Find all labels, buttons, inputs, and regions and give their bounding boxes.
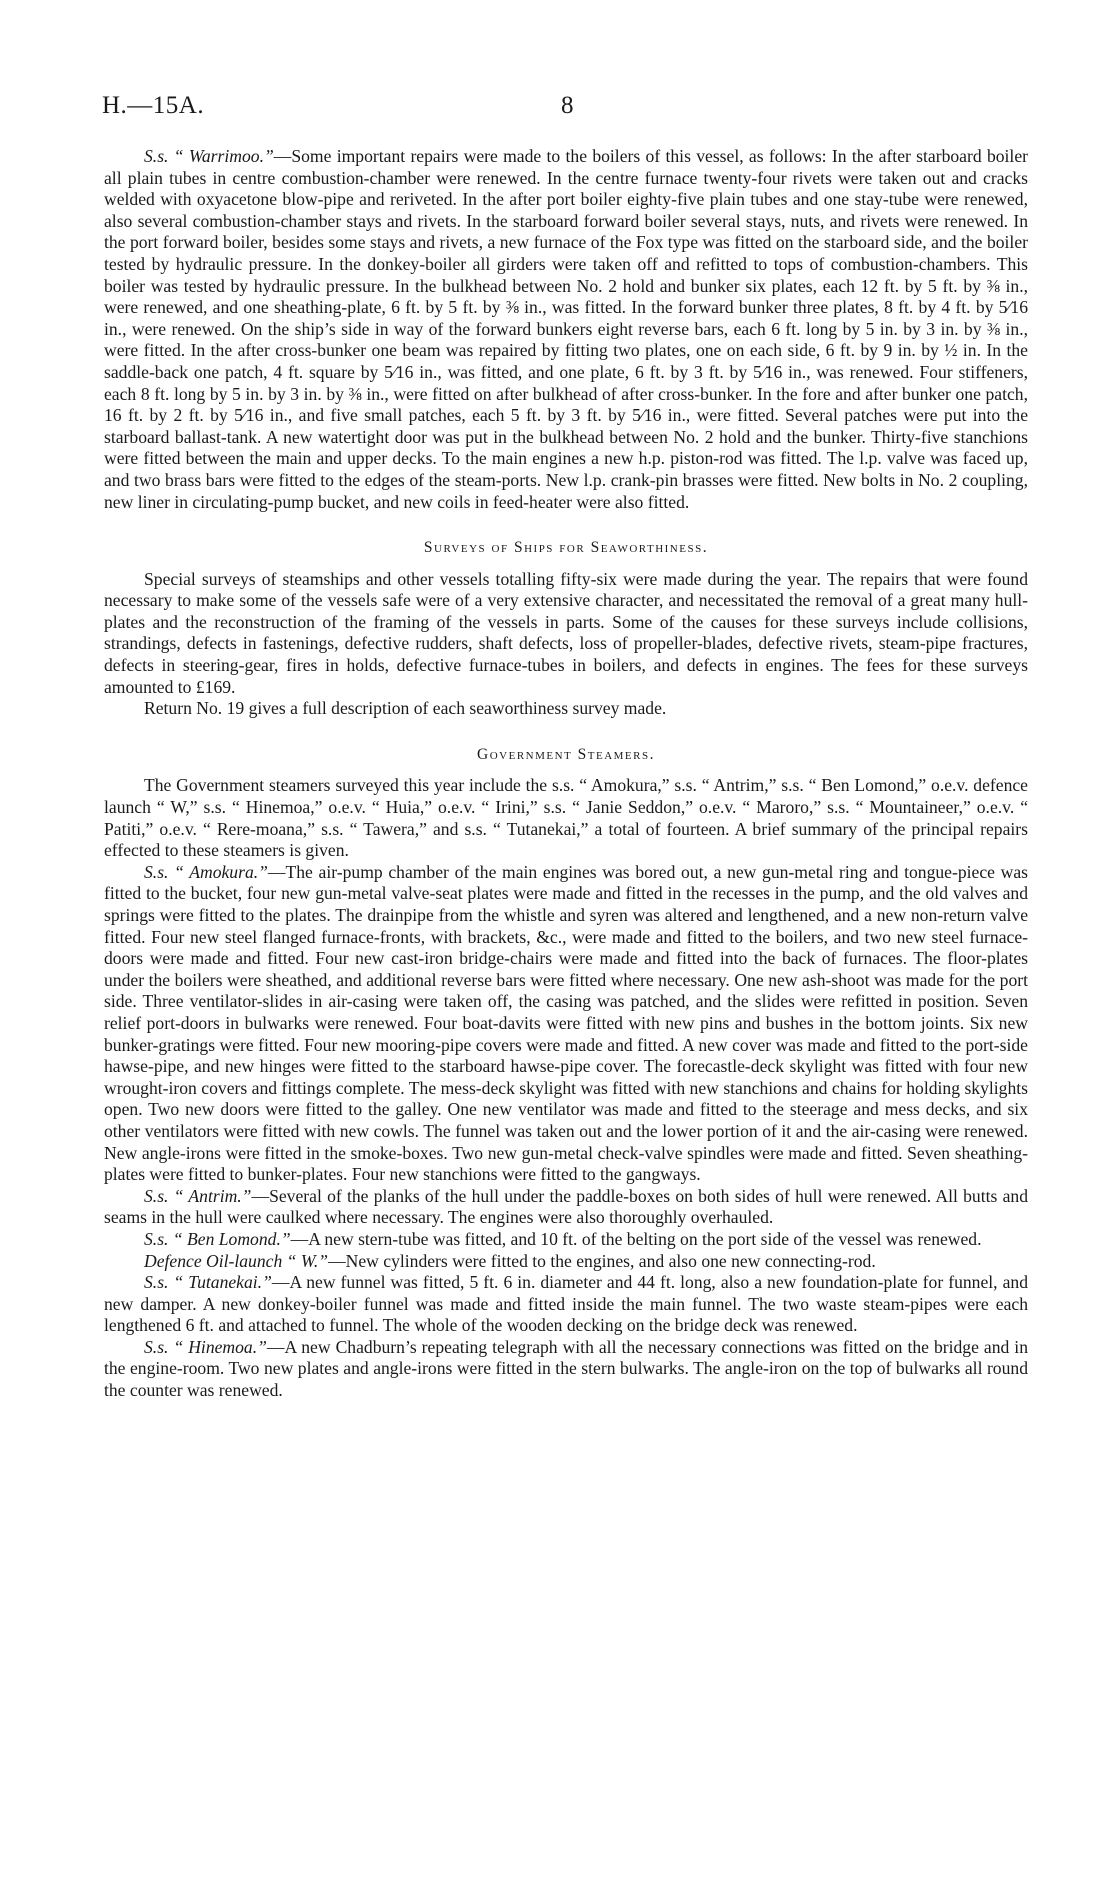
paragraph-tutanekai: [104, 1272, 1028, 1337]
vessel-name: S.s. “ Ben Lomond.”: [144, 1228, 291, 1249]
section-heading-surveys: Surveys of Ships for Seaworthiness.: [423, 539, 709, 557]
paragraph-surveys: Special surveys of steamships and other vessels totalling fifty-six were made during the year. The repairs that were found necessary to make some of the vessels safe were of a very extensive character, and necessitated the removal of a great many hull-plates and the reconstruction of the framing of the vessels in parts. Some of the causes for these surveys include collisions, strandings, defects in fastenings, defective rudders, shaft defects, loss of propeller-blades, defective rivets, steam-pipe fractures, defects in steering-gear, fires in holds, defective furnace-tubes in boilers, and defects in engines. The fees for these surveys amounted to £169.: [104, 568, 1028, 697]
vessel-name: S.s. “ Hinemoa.”: [144, 1336, 267, 1357]
vessel-name: S.s. “ Warrimoo.”: [144, 146, 274, 166]
paragraph-text: —A new Chadburn’s repeating telegraph with all the necessary connections was fitted on the bridge and in the engine-room. Two new plates and angle-irons were fitted in the stern bulwarks. The angle-iron on the top of bulwarks all round the counter was renewed.: [104, 1336, 1028, 1401]
paragraph-text: —A new funnel was fitted, 5 ft. 6 in. diameter and 44 ft. long, also a new foundation-plate for funnel, and new damper. A new donkey-boiler funnel was made and fitted inside the main funnel. The two waste steam-pipes were each lengthened 6 ft. and attached to funnel. The whole of the wooden decking on the bridge deck was renewed.: [104, 1272, 1028, 1336]
paragraph-defence-launch: [104, 1251, 1028, 1273]
section-heading-government-steamers: Government Steamers.: [477, 745, 655, 763]
paragraph-return: Return No. 19 gives a full description of each seaworthiness survey made.: [144, 698, 667, 719]
vessel-name: Defence Oil-launch “ W.”: [144, 1250, 329, 1271]
running-head: [102, 92, 1012, 126]
paragraph-text: —Several of the planks of the hull under the paddle-boxes on both sides of hull were renewed. All butts and seams in the hull were caulked where necessary. The engines were also thoroughly overhauled.: [104, 1185, 1029, 1228]
paragraph-text: —New cylinders were fitted to the engines, and also one new connecting-rod.: [328, 1250, 876, 1271]
document-body: [104, 146, 1028, 1402]
paragraph-warrimoo: [104, 146, 1028, 513]
paragraph-ben-lomond: [104, 1229, 1028, 1251]
paragraph-amokura: [104, 862, 1028, 1186]
vessel-name: S.s. “ Antrim.”: [144, 1185, 252, 1206]
paragraph-text: —A new stern-tube was fitted, and 10 ft. of the belting on the port side of the vessel was renewed.: [290, 1228, 982, 1249]
paragraph-antrim: [104, 1186, 1028, 1229]
paragraph-text: —Some important repairs were made to the boilers of this vessel, as follows: In the after starboard boiler all plain tubes in centre combustion-chamber were renewed. In the centre furnace twenty-four rivets were taken out and cracks welded with oxyacetone blow-pipe and reriveted. In the after port boiler eighty-five plain tubes and one stay-tube were renewed, also several combustion-chamber stays and rivets. In the starboard forward boiler several stays, nuts, and rivets were renewed. In the port forward boiler, besides some stays and rivets, a new furnace of the Fox type was fitted on the starboard side, and the boiler tested by hydraulic pressure. In the donkey-boiler all girders were taken off and refitted to tops of combustion-chambers. This boiler was tested by hydraulic pressure. In the bulkhead between No. 2 hold and bunker six plates, each 12 ft. by 5 ft. by ⅜ in., were renewed, and one sheathing-plate, 6 ft. by 5 ft. by ⅜ in., was fitted. In the forward bunker three plates, 8 ft. by 4 ft. by 5⁄16 in., were renewed. On the ship’s side in way of the forward bunkers eight reverse bars, each 6 ft. long by 5 in. by 3 in. by ⅜ in., were fitted. In the after cross-bunker one beam was repaired by fitting two plates, one on each side, 6 ft. by 9 in. by ½ in. In the saddle-back one patch, 4 ft. square by 5⁄16 in., was fitted, and one plate, 6 ft. by 3 ft. by 5⁄16 in., was renewed. Four stiffeners, each 8 ft. long by 5 in. by 3 in. by ⅜ in., were fitted on after bulkhead of after cross-bunker. In the fore and after bunker one patch, 16 ft. by 2 ft. by 5⁄16 in., and five small patches, each 5 ft. by 3 ft. by 5⁄16 in., were fitted. Several patches were put into the starboard ballast-tank. A new watertight door was put in the bulkhead between No. 2 hold and the bunker. Thirty-five stanchions were fitted between the main and upper decks. To the main engines a new h.p. piston-rod was fitted. The l.p. valve was faced up, and two brass bars were fitted to the edges of the steam-ports. New l.p. crank-pin brasses were fitted. New bolts in No. 2 coupling, new liner in circulating-pump bucket, and new coils in feed-heater were also fitted.: [104, 146, 1028, 512]
paragraph-text: —The air-pump chamber of the main engines was bored out, a new gun-metal ring and tongue-piece was fitted to the bucket, four new gun-metal valve-seat plates were made and fitted in the recesses in the pump, and the old valves and springs were fitted to the plates. The drainpipe from the whistle and syren was altered and lengthened, and a new non-return valve fitted. Four new steel flanged furnace-fronts, with brackets, &c., were made and fitted to the boilers, and two new steel furnace-doors were made and fitted. Four new cast-iron bridge-chairs were made and fitted into the back of furnaces. The floor-plates under the boilers were sheathed, and additional reverse bars were fitted where necessary. One new ash-shoot was made for the port side. Three ventilator-slides in air-casing were taken off, the casing was patched, and the slides were refitted in position. Seven relief port-doors in bulwarks were renewed. Four boat-davits were fitted with new pins and bushes in the bottom joints. Six new bunker-gratings were fitted. Four new mooring-pipe covers were made and fitted. A new cover was made and fitted to the port-side hawse-pipe, and new hinges were fitted to the starboard hawse-pipe cover. The forecastle-deck skylight was fitted with four new wrought-iron covers and fittings complete. The mess-deck skylight was fitted with new stanchions and chains for holding skylights open. Two new doors were fitted to the galley. One new ventilator was made and fitted to the steerage and mess decks, and six other ventilators were fitted with new cowls. The funnel was taken out and the lower portion of it and the air-casing were renewed. New angle-irons were fitted in the smoke-boxes. Two new gun-metal check-valve spindles were made and fitted. Seven sheathing-plates were fitted to bunker-plates. Four new stanchions were fitted to the gangways.: [104, 861, 1028, 1185]
page-reference: H.—15A.: [102, 92, 205, 119]
page-number: 8: [561, 92, 574, 119]
paragraph-government-intro: The Government steamers surveyed this year include the s.s. “ Amokura,” s.s. “ Antrim,” s.s. “ Ben Lomond,” o.e.v. defence launch “ W,” s.s. “ Hinemoa,” o.e.v. “ Huia,” o.e.v. “ Irini,” s.s. “ Janie Seddon,” o.e.v. “ Maroro,” s.s. “ Mountaineer,” o.e.v. “ Patiti,” o.e.v. “ Rere-moana,” s.s. “ Tawera,” and s.s. “ Tutanekai,” a total of fourteen. A brief summary of the principal repairs effected to these steamers is given.: [104, 775, 1028, 861]
vessel-name: S.s. “ Amokura.”: [144, 861, 268, 882]
vessel-name: S.s. “ Tutanekai.”: [144, 1272, 272, 1293]
paragraph-hinemoa: [104, 1337, 1028, 1402]
